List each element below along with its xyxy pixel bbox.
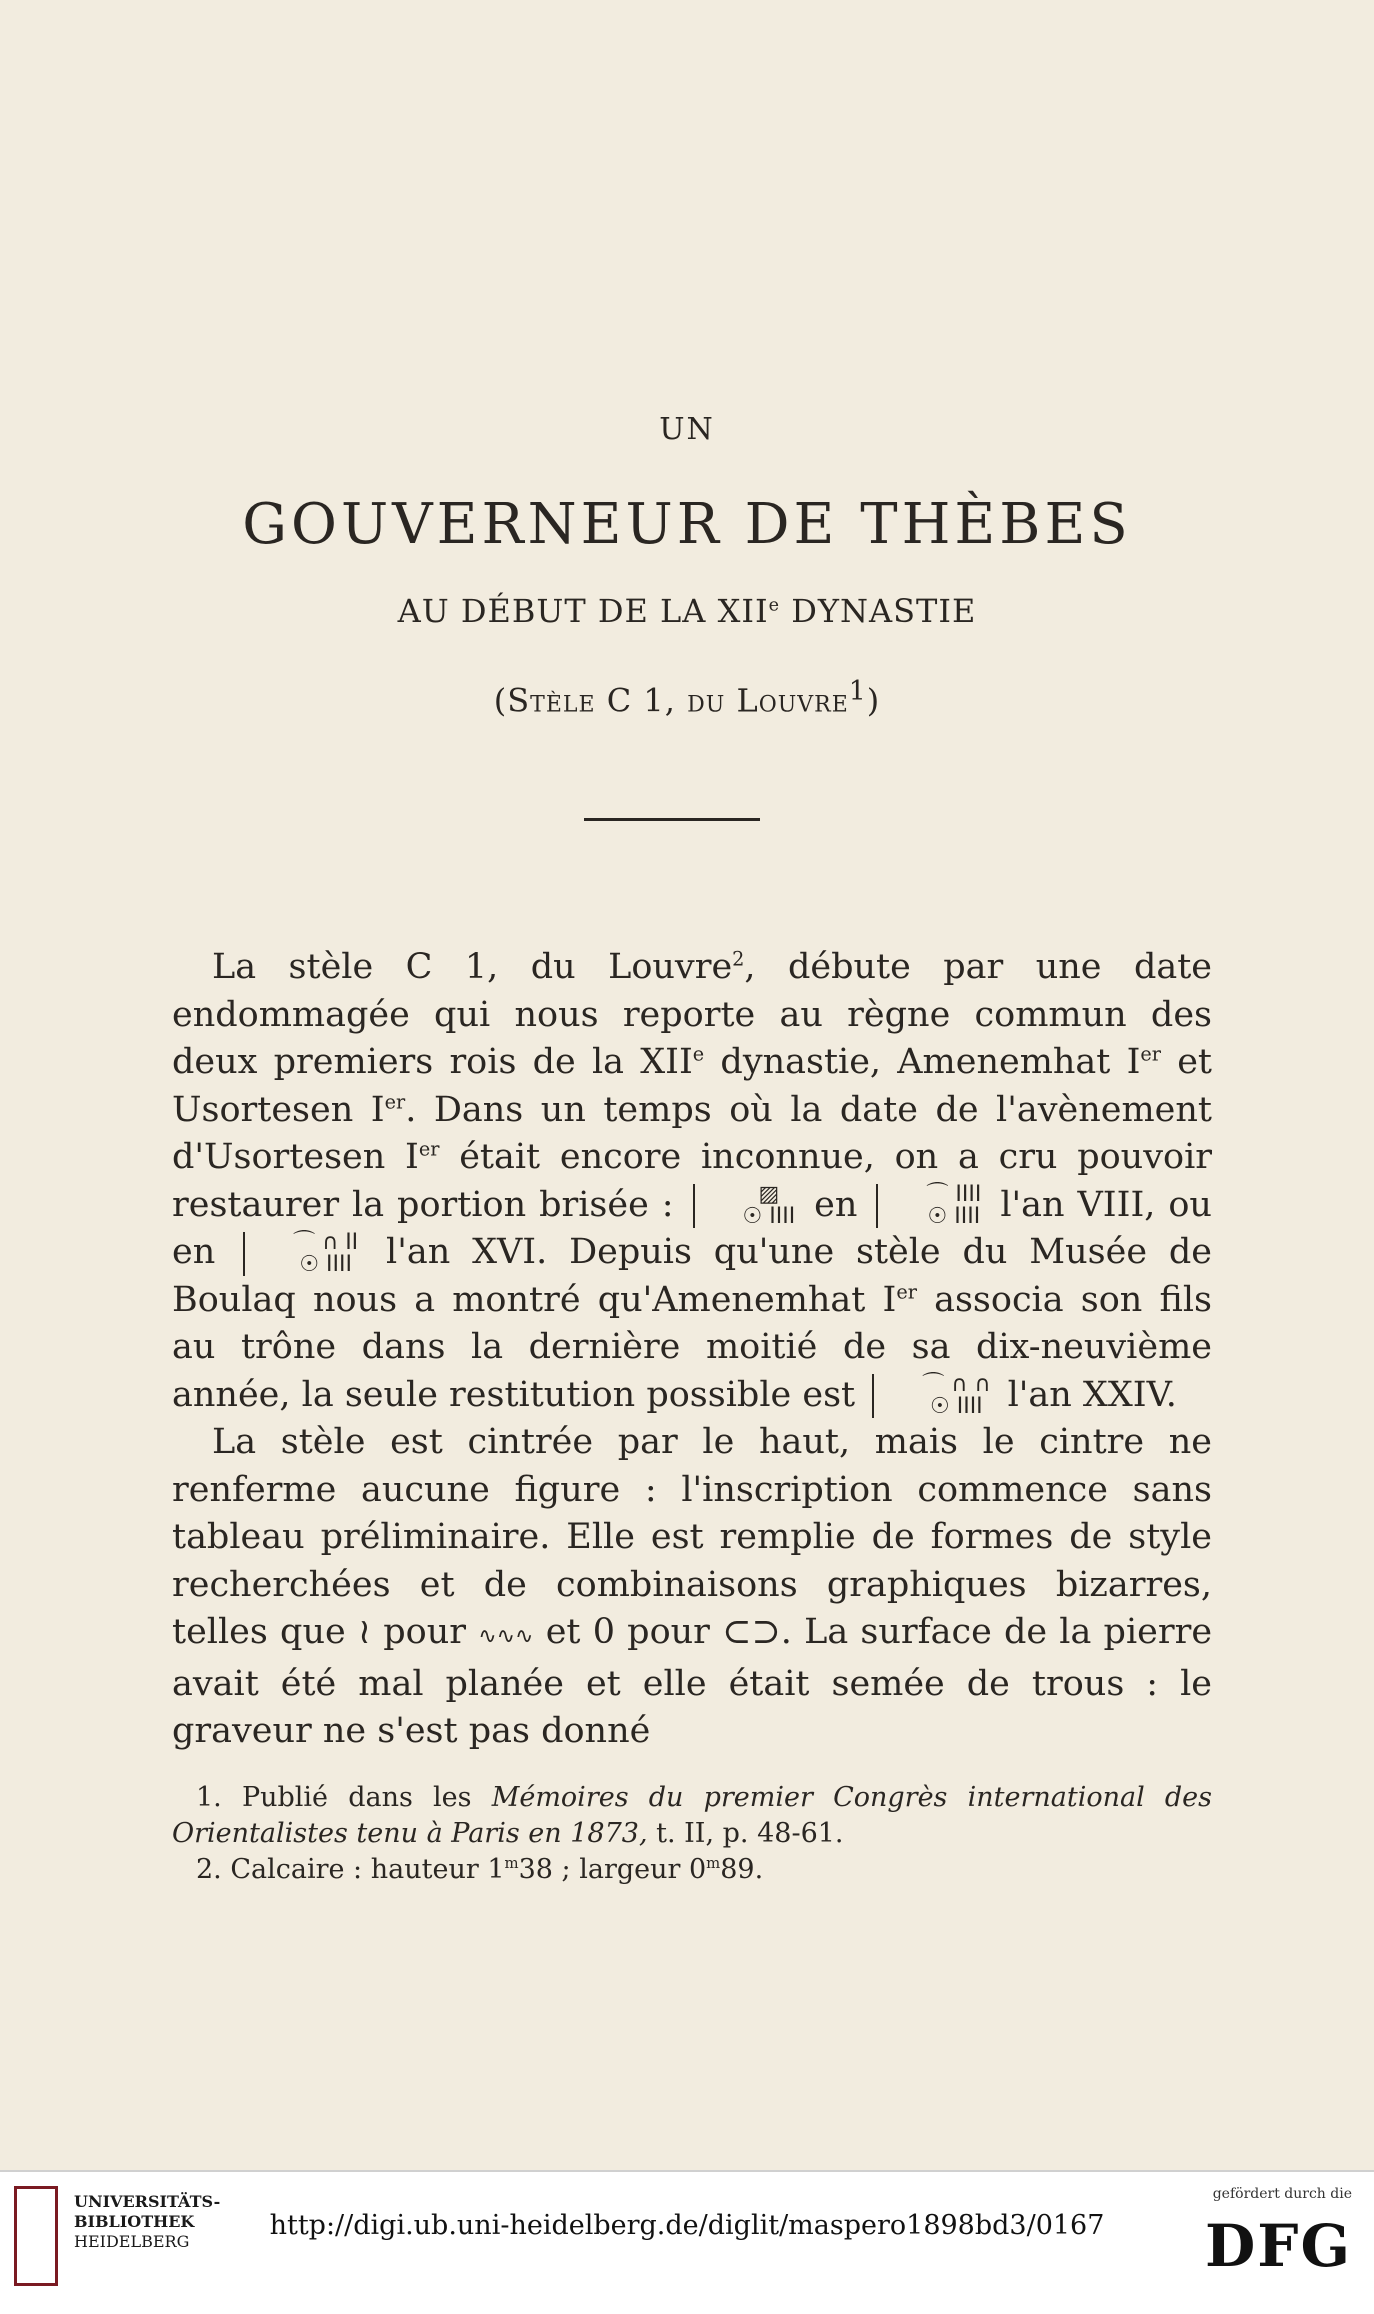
divider-rule	[584, 818, 760, 821]
footnote-2: 2. Calcaire : hauteur 1$^m$38 ; largeur 0$^m$89.	[196, 1854, 764, 1885]
footnotes	[172, 1780, 1212, 1888]
paragraph-2: La stèle est cintrée par le haut, mais le cintre ne renferme aucune figure : l'inscription commence sans tableau préliminaire. Elle est remplie de formes de style recherchées et de combinaisons graphiques bizarres, telles que ≀ pour ∿∿∿ et 0 pour ⊂⊃. La surface de la pierre avait été mal planée et elle était semée de trous : le graveur ne s'est pas donné	[172, 1422, 1213, 1751]
permalink-url[interactable]: http://digi.ub.uni-heidelberg.de/diglit/maspero1898bd3/0167	[269, 2210, 1105, 2241]
hieroglyph-date-damaged: ▨ ☉ IIII	[693, 1184, 796, 1228]
hieroglyph-oval: 0	[592, 1612, 615, 1652]
dfg-logo: DFG	[1204, 2212, 1352, 2280]
page-subtitle: AU DÉBUT DE LA XIIe DYNASTIE	[397, 592, 977, 630]
hieroglyph-date-viii: ⌒ IIII ☉ IIII	[876, 1184, 981, 1228]
hieroglyph-water: ∿∿∿	[478, 1624, 534, 1649]
heading-un: UN	[659, 412, 715, 447]
library-name: UNIVERSITÄTS- BIBLIOTHEK HEIDELBERG	[74, 2192, 221, 2251]
paragraph-1: La stèle C 1, du Louvre$^2$, débute par une date endommagée qui nous reporte au règne commun des deux premiers rois de la XIIe dynastie, Amenemhat Ier et Usortesen Ier. Dans un temps où la date de l'avènement d'Usortesen Ier était encore inconnue, on a cru pouvoir restaurer la portion brisée : ▨ ☉ IIII en ⌒ IIII ☉ IIII l'an VIII, ou en ⌒ ∩ II ☉ IIII l'an XVI. Depuis qu'une stèle du Musée de Boulaq nous a montré qu'Amenemhat Ier associa son fils au trône dans la dernière moitié de sa dix-neuvième année, la seule restitution possible est ⌒ ∩ ∩ ☉ IIII l'an XXIV.	[172, 947, 1213, 1419]
sponsor-note: gefördert durch die	[1212, 2186, 1352, 2202]
stele-reference: (Stèle C 1, du Louvre$^1$)	[493, 676, 881, 720]
page-title: GOUVERNEUR DE THÈBES	[242, 492, 1132, 557]
footnote-1: 1. Publié dans les Mémoires du premier Congrès international des Orientalistes tenu à Paris en 1873, t. II, p. 48-61.	[172, 1782, 1213, 1849]
hieroglyph-zigzag: ≀	[357, 1612, 372, 1652]
hieroglyph-date-xxiv: ⌒ ∩ ∩ ☉ IIII	[872, 1374, 990, 1418]
hieroglyph-date-xvi: ⌒ ∩ II ☉ IIII	[243, 1232, 358, 1276]
hieroglyph-mouth: ⊂⊃	[722, 1612, 781, 1652]
body-text	[172, 944, 1212, 1756]
